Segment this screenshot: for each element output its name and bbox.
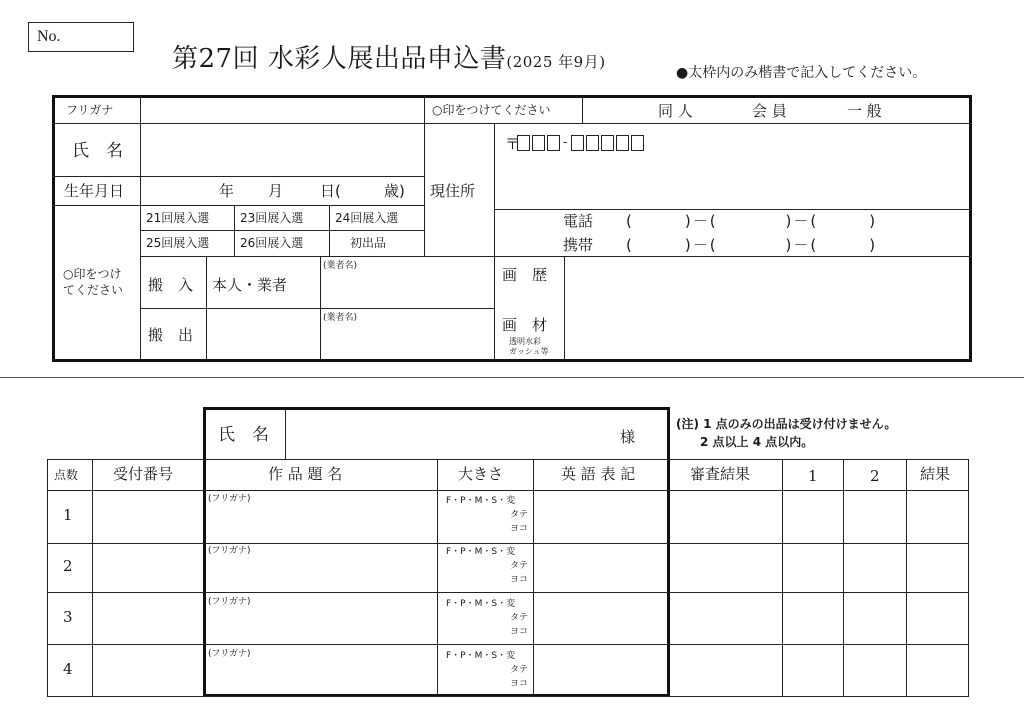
col-review: 審査結果 [690, 465, 751, 483]
career-field[interactable] [565, 257, 969, 359]
day-unit: 日( [320, 182, 341, 200]
mobile-field[interactable]: ( )－( )－( ) [626, 236, 878, 254]
option-first-entry[interactable]: 初出品 [350, 236, 387, 250]
carry-in-vendor-label: (業者名) [323, 261, 358, 271]
year-unit: 年 [219, 182, 235, 200]
age-unit: 歳) [384, 182, 405, 200]
col-count: 点数 [54, 468, 79, 482]
col-round-1: 1 [808, 467, 818, 485]
row-yoko: ヨコ [510, 524, 529, 534]
row-number: 2 [63, 557, 73, 575]
carry-out-label: 搬 出 [148, 326, 194, 344]
row-furigana: (フリガナ) [208, 649, 251, 659]
option-24-selected[interactable]: 24回展入選 [335, 211, 399, 225]
postal-digit-box[interactable] [547, 135, 560, 151]
col-receipt-number: 受付番号 [113, 465, 174, 483]
postal-digit-box[interactable] [586, 135, 599, 151]
option-doujin[interactable]: 同 人 [658, 102, 693, 120]
postal-digit-box[interactable] [517, 135, 530, 151]
row-furigana: (フリガナ) [208, 546, 251, 556]
row-number: 3 [63, 608, 73, 626]
mark-instruction-2-line2: てください [63, 283, 124, 297]
row-yoko: ヨコ [510, 679, 529, 689]
section-divider [0, 377, 1024, 378]
row-number: 4 [63, 660, 73, 678]
option-25-selected[interactable]: 25回展入選 [146, 236, 210, 250]
row-yoko: ヨコ [510, 575, 529, 585]
row-size-options[interactable]: F・P・M・S・変 [446, 651, 516, 661]
note-line-1: (注) 1 点のみの出品は受け付けません。 [676, 417, 897, 431]
row-tate: タテ [510, 510, 529, 520]
row-size-options[interactable]: F・P・M・S・変 [446, 547, 516, 557]
row-tate: タテ [510, 613, 529, 623]
postal-mark: 〒 [505, 135, 521, 153]
row-yoko: ヨコ [510, 627, 529, 637]
postal-digit-box[interactable] [616, 135, 629, 151]
phone-label: 電話 [563, 212, 594, 230]
col-size: 大きさ [458, 465, 504, 483]
option-kaiin[interactable]: 会 員 [752, 102, 787, 120]
option-26-selected[interactable]: 26回展入選 [240, 236, 304, 250]
instruction-text: ●太枠内のみ楷書で記入してください。 [676, 65, 927, 81]
row-size-options[interactable]: F・P・M・S・変 [446, 599, 516, 609]
form-title-main: 第27回 水彩人展出品申込書 [172, 44, 507, 74]
carry-in-label: 搬 入 [148, 276, 194, 294]
postal-dash: - [563, 135, 568, 149]
form-title-date: (2025 年9月) [506, 53, 606, 71]
honorific: 様 [620, 428, 636, 446]
name-field[interactable] [141, 124, 424, 176]
col-english: 英 語 表 記 [561, 465, 636, 483]
col-result: 結果 [920, 465, 951, 483]
row-furigana: (フリガナ) [208, 494, 251, 504]
postal-digit-box[interactable] [571, 135, 584, 151]
option-23-selected[interactable]: 23回展入選 [240, 211, 304, 225]
col-title: 作 品 題 名 [268, 465, 343, 483]
month-unit: 月 [268, 182, 284, 200]
carry-out-vendor-label: (業者名) [323, 313, 358, 323]
phone-field[interactable]: ( )－( )－( ) [626, 212, 878, 230]
mark-instruction: ○印をつけてください [432, 103, 551, 117]
lower-name-field[interactable] [286, 410, 666, 459]
carry-in-options[interactable]: 本人・業者 [212, 276, 288, 294]
postal-digit-box[interactable] [631, 135, 644, 151]
mark-instruction-2-line1: ○印をつけ [63, 267, 122, 281]
row-tate: タテ [510, 665, 529, 675]
birthdate-label: 生年月日 [64, 182, 125, 200]
lower-name-label: 氏 名 [218, 425, 269, 445]
furigana-field[interactable] [141, 98, 424, 123]
career-label: 画 歴 [502, 266, 548, 284]
row-tate: タテ [510, 561, 529, 571]
material-label: 画 材 [502, 316, 548, 334]
address-label: 現住所 [430, 182, 476, 200]
form-title [172, 38, 606, 75]
number-box[interactable]: No. [28, 22, 134, 52]
material-note-2: ガッシュ等 [509, 347, 549, 356]
col-round-2: 2 [870, 467, 880, 485]
material-note-1: 透明水彩 [509, 337, 541, 346]
mobile-label: 携帯 [563, 236, 594, 254]
option-21-selected[interactable]: 21回展入選 [146, 211, 210, 225]
row-number: 1 [63, 506, 73, 524]
row-furigana: (フリガナ) [208, 597, 251, 607]
postal-digit-box[interactable] [601, 135, 614, 151]
name-label: 氏 名 [72, 141, 123, 161]
postal-digit-box[interactable] [532, 135, 545, 151]
option-ippan[interactable]: 一 般 [847, 102, 882, 120]
row-size-options[interactable]: F・P・M・S・変 [446, 496, 516, 506]
note-line-2: 2 点以上 4 点以内。 [700, 435, 814, 449]
furigana-label: フリガナ [66, 103, 114, 117]
